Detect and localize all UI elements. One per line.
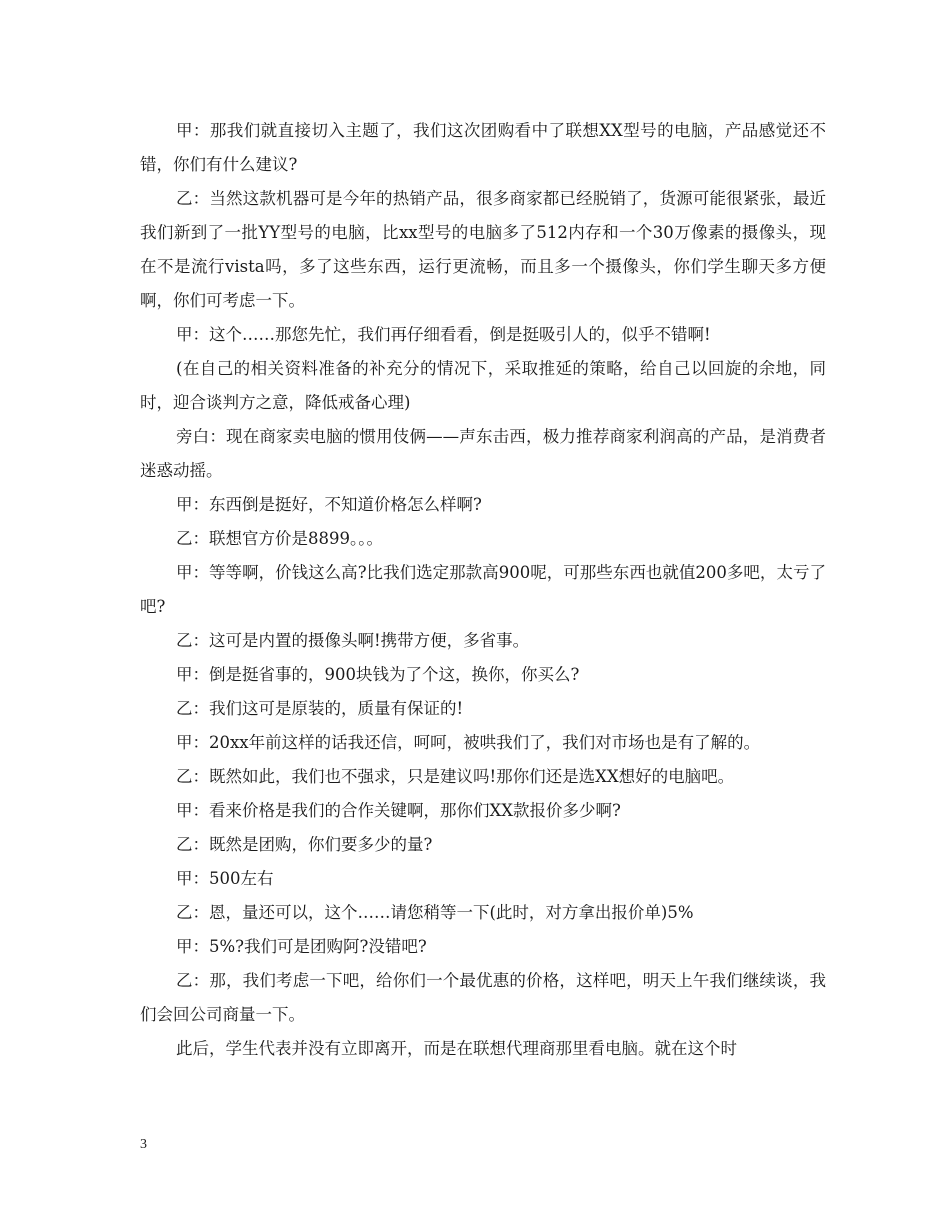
page-number: 3	[140, 1137, 147, 1152]
paragraph: 旁白：现在商家卖电脑的惯用伎俩——声东击西，极力推荐商家利润高的产品，是消费者迷惑动摇。	[140, 427, 826, 480]
paragraph: 乙：既然是团购，你们要多少的量?	[176, 835, 433, 854]
paragraph: 甲：等等啊，价钱这么高?比我们选定那款高900呢，可那些东西也就值200多吧，太亏了吧?	[140, 563, 826, 616]
paragraph: 乙：那，我们考虑一下吧，给你们一个最优惠的价格，这样吧，明天上午我们继续谈，我们会回公司商量一下。	[140, 971, 826, 1024]
paragraph: 甲：20xx年前这样的话我还信，呵呵，被哄我们了，我们对市场也是有了解的。	[176, 733, 761, 752]
paragraph: 乙：联想官方价是8899。。。	[176, 529, 383, 548]
paragraph: 此后，学生代表并没有立即离开，而是在联想代理商那里看电脑。就在这个时	[176, 1039, 737, 1058]
paragraph: (在自己的相关资料准备的补充分的情况下，采取推延的策略，给自己以回旋的余地，同时，迎合谈判方之意，降低戒备心理)	[140, 359, 826, 412]
paragraph: 乙：既然如此，我们也不强求，只是建议吗!那你们还是选XX想好的电脑吧。	[176, 767, 735, 786]
paragraph: 乙：这可是内置的摄像头啊!携带方便，多省事。	[176, 631, 530, 650]
paragraph: 甲：倒是挺省事的，900块钱为了个这，换你，你买么?	[176, 665, 580, 684]
paragraph: 乙：我们这可是原装的，质量有保证的!	[176, 699, 464, 718]
paragraph: 甲：那我们就直接切入主题了，我们这次团购看中了联想XX型号的电脑，产品感觉还不错，你们有什么建议?	[140, 121, 826, 174]
document-body	[140, 114, 826, 1066]
paragraph: 乙：当然这款机器可是今年的热销产品，很多商家都已经脱销了，货源可能很紧张，最近我们新到了一批YY型号的电脑，比xx型号的电脑多了512内存和一个30万像素的摄像头，现在不是流行vista吗，多了这些东西，运行更流畅，而且多一个摄像头，你们学生聊天多方便啊，你们可考虑一下。	[140, 189, 826, 310]
paragraph: 甲：500左右	[176, 869, 274, 888]
paragraph: 甲：看来价格是我们的合作关键啊，那你们XX款报价多少啊?	[176, 801, 621, 820]
paragraph: 甲：5%?我们可是团购阿?没错吧?	[176, 937, 427, 956]
paragraph: 甲：这个……那您先忙，我们再仔细看看，倒是挺吸引人的，似乎不错啊!	[176, 325, 711, 344]
paragraph: 乙：恩，量还可以，这个……请您稍等一下(此时，对方拿出报价单)5%	[176, 903, 694, 922]
paragraph: 甲：东西倒是挺好，不知道价格怎么样啊?	[176, 495, 482, 514]
